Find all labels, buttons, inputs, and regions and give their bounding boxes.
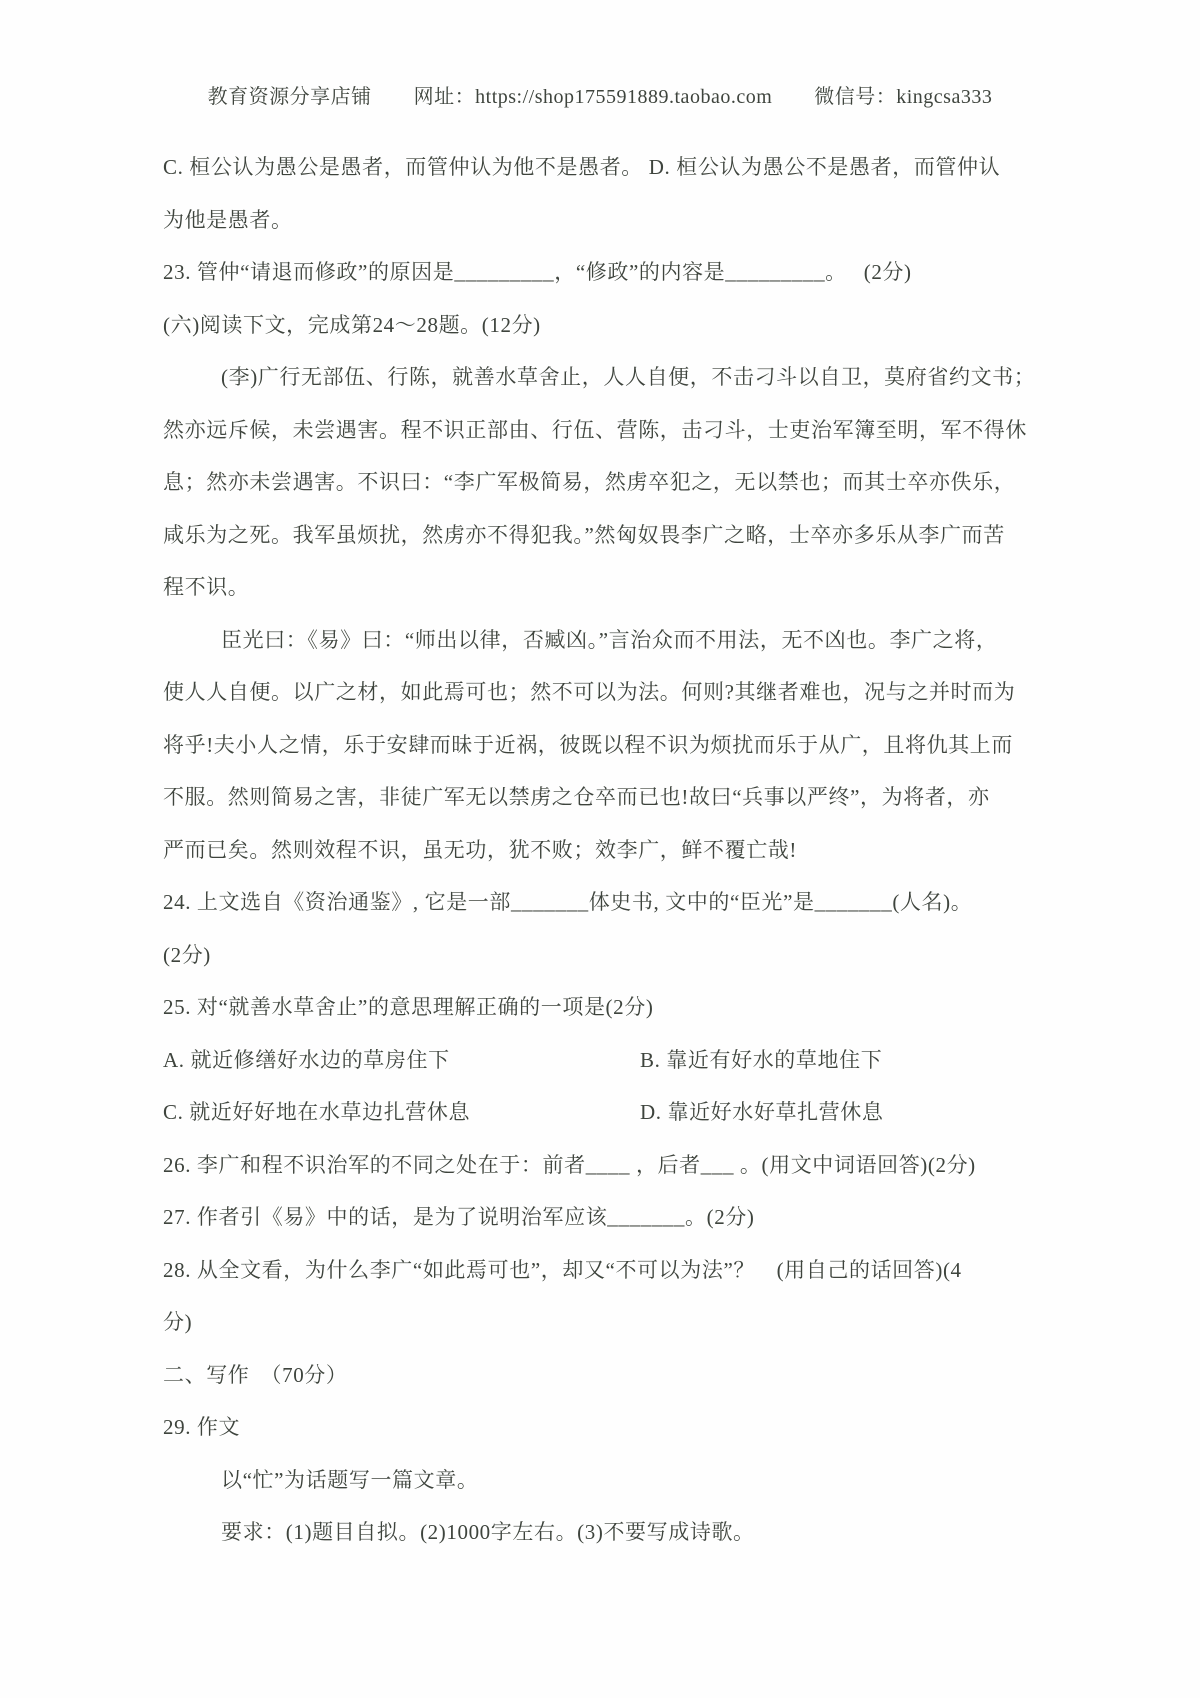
wechat-id: 微信号：kingcsa333 (814, 86, 993, 108)
question-28: 28. 从全文看，为什么李广“如此焉可也”，却又“不可以为法”？ (用自己的话回答)(4 (163, 1257, 962, 1282)
options-row-ab (163, 1034, 1068, 1087)
page-header (0, 80, 1200, 109)
passage-line-4: 咸乐为之死。我军虽烦扰，然虏亦不得犯我。”然匈奴畏李广之略，士卒亦多乐从李广而苦 (163, 522, 1005, 547)
commentary-line-3: 将乎!夫小人之情，乐于安肆而昧于近祸，彼既以程不识为烦扰而乐于从广，且将仇其上而 (163, 732, 1013, 757)
commentary-line-4: 不服。然则简易之害，非徒广军无以禁虏之仓卒而已也!故曰“兵事以严终”，为将者，亦 (163, 785, 990, 809)
essay-requirements: 要求：(1)题目自拟。(2)1000字左右。(3)不要写成诗歌。 (221, 1520, 755, 1544)
passage-line-3: 息；然亦未尝遇害。不识曰：“李广军极简易，然虏卒犯之，无以禁也；而其士卒亦佚乐， (163, 470, 1016, 494)
passage-line-2: 然亦远斥候，未尝遇害。程不识正部由、行伍、营陈，击刁斗，士吏治军簿至明，军不得休 (163, 417, 1027, 442)
question-25: 25. 对“就善水草舍止”的意思理解正确的一项是(2分) (163, 995, 654, 1019)
store-name: 教育资源分享店铺 (207, 86, 372, 108)
question-24-cont: (2分) (163, 942, 211, 967)
question-23: 23. 管仲“请退而修政”的原因是_________，“修政”的内容是_________。 (2分) (163, 260, 912, 284)
question-27: 27. 作者引《易》中的话，是为了说明治军应该_______。(2分) (163, 1205, 755, 1229)
option-c: C. 就近好好地在水草边扎营休息 (163, 1100, 471, 1124)
commentary-line-1: 臣光曰：《易》曰：“师出以律，否臧凶。”言治众而不用法，无不凶也。李广之将， (221, 627, 998, 652)
option-a: A. 就近修缮好水边的草房住下 (163, 1047, 450, 1072)
section-6-instruction: (六)阅读下文，完成第24～28题。(12分) (163, 312, 541, 337)
mc-option-d-cont: 为他是愚者。 (163, 207, 293, 232)
question-26: 26. 李广和程不识治军的不同之处在于：前者____ ，后者___ 。(用文中词语回答)(2分) (163, 1152, 976, 1177)
essay-topic: 以“忙”为话题写一篇文章。 (221, 1467, 479, 1492)
option-b: B. 靠近有好水的草地住下 (640, 1047, 883, 1072)
question-28-cont: 分) (163, 1310, 193, 1334)
exam-body (163, 141, 1068, 1559)
store-url: 网址：https://shop175591889.taobao.com (413, 86, 773, 108)
passage-line-1: (李)广行无部伍、行陈，就善水草舍止，人人自便，不击刁斗以自卫，莫府省约文书； (221, 365, 1036, 389)
option-d: D. 靠近好水好草扎营休息 (640, 1100, 884, 1124)
question-24: 24. 上文选自《资治通鉴》, 它是一部_______体史书, 文中的“臣光”是_______(人名)。 (163, 890, 973, 914)
mc-option-c-d: C. 桓公认为愚公是愚者，而管仲认为他不是愚者。 D. 桓公认为愚公不是愚者，而管仲认 (163, 155, 1001, 179)
section-2-writing-heading: 二、写作 （70分） (163, 1362, 348, 1387)
options-row-cd (163, 1086, 1068, 1139)
commentary-line-2: 使人人自便。以广之材，如此焉可也；然不可以为法。何则?其继者难也，况与之并时而为 (163, 680, 1016, 704)
question-29: 29. 作文 (163, 1415, 241, 1439)
commentary-line-5: 严而已矣。然则效程不识，虽无功，犹不败；效李广，鲜不覆亡哉! (163, 837, 797, 862)
passage-line-5: 程不识。 (163, 575, 250, 599)
